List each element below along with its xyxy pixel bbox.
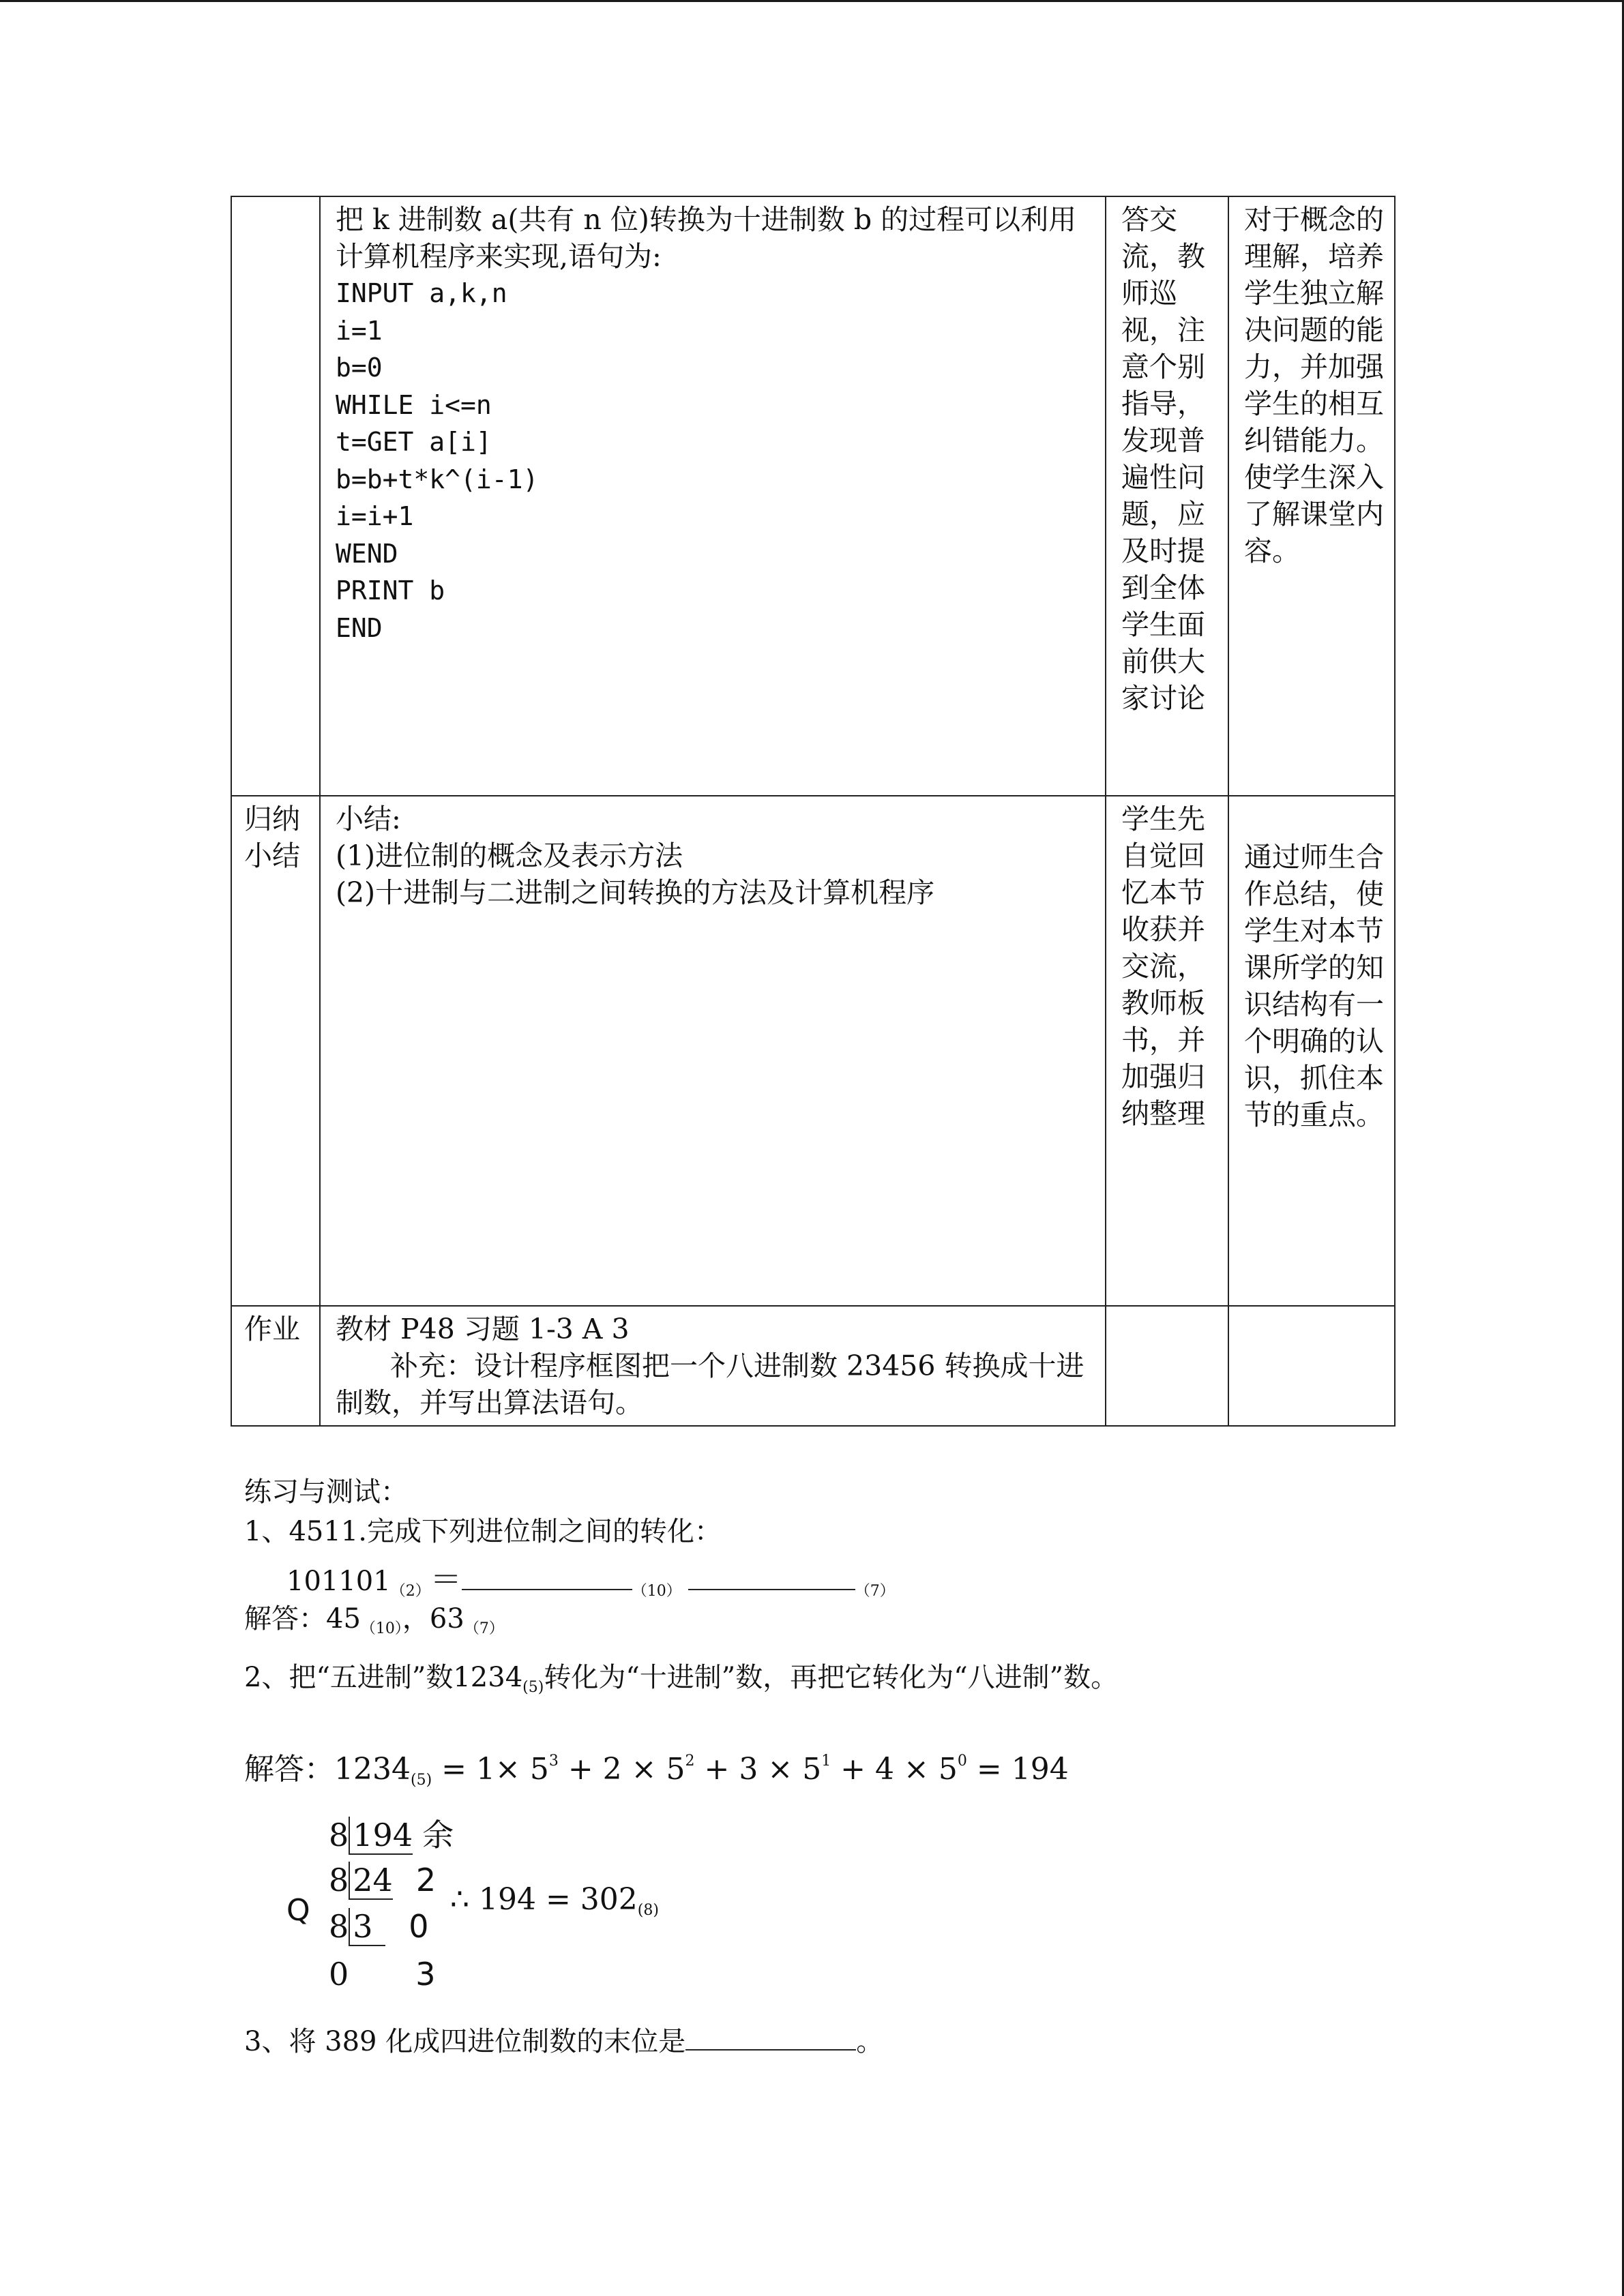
division-row: 8 24 2 bbox=[329, 1862, 437, 1898]
activity-cell bbox=[1106, 1306, 1228, 1426]
top-border bbox=[0, 0, 1624, 2]
summary-line: (2)十进制与二进制之间转换的方法及计算机程序 bbox=[336, 876, 935, 909]
q-symbol: Q bbox=[286, 1893, 310, 1928]
content-cell bbox=[320, 796, 1106, 1306]
division-result: ∴ $194 = 302_{(8)}$ bbox=[450, 1882, 659, 1919]
content-cell bbox=[320, 196, 1106, 796]
row-label: 作业 bbox=[231, 1306, 320, 1426]
summary-line: (1)进位制的概念及表示方法 bbox=[336, 839, 683, 872]
q2-title: 2、把“五进制”数$1234_{(5)}$转化为“十进制”数，再把它转化为“八进制”数。 bbox=[244, 1662, 1119, 1696]
goal-cell bbox=[1228, 1306, 1395, 1426]
code-line: INPUT a,k,n bbox=[336, 278, 507, 308]
homework-line: 教材 P48 习题 1-3 A 3 bbox=[336, 1313, 630, 1345]
code-line: END bbox=[336, 612, 383, 643]
goal-cell: 对于概念的理解，培养学生独立解决问题的能力，并加强学生的相互纠错能力。使学生深入了解课堂内容。 bbox=[1228, 196, 1395, 796]
row-label: 归纳小结 bbox=[231, 796, 320, 1306]
code-line: i=i+1 bbox=[336, 501, 414, 531]
answer-blank[interactable] bbox=[462, 1589, 632, 1590]
summary-line: 小结: bbox=[336, 803, 401, 835]
activity-cell: 答交流，教师巡视，注意个别指导，发现普遍性问题，应及时提到全体学生面前供大家讨论 bbox=[1106, 196, 1228, 796]
division-row: 0 3 bbox=[329, 1956, 436, 1993]
row-label bbox=[231, 196, 320, 796]
table-row bbox=[231, 196, 1395, 796]
division-row: 8 194 余 bbox=[329, 1817, 454, 1853]
answer-blank[interactable] bbox=[688, 1589, 855, 1590]
exercises-heading: 练习与测试： bbox=[244, 1476, 408, 1508]
table-row bbox=[231, 796, 1395, 1306]
table-row bbox=[231, 1306, 1395, 1426]
q2-answer: 解答：$1234_{(5)} = 1\times 5^3 + 2 \times 5^2 + 3 \times 5^1 + 4 \times 5^0 = 194$ bbox=[244, 1752, 1069, 1789]
code-line: b=b+t*k^(i-1) bbox=[336, 464, 539, 494]
q1-answer: 解答：$45_{(10)}$，$63_{(7)}$ bbox=[244, 1603, 504, 1637]
q1-title: 1、4511.完成下列进位制之间的转化： bbox=[244, 1516, 722, 1547]
activity-cell: 学生先自觉回忆本节收获并交流，教师板书，并加强归纳整理 bbox=[1106, 796, 1228, 1306]
goal-cell: 通过师生合作总结，使学生对本节课所学的知识结构有一个明确的认识，抓住本节的重点。 bbox=[1228, 796, 1395, 1306]
q1-problem: $101101_{(2)}= _{(10)}$ $_{(7)}$ bbox=[286, 1561, 895, 1600]
code-line: PRINT b bbox=[336, 576, 445, 606]
answer-blank[interactable] bbox=[685, 2049, 856, 2051]
code-line: b=0 bbox=[336, 353, 383, 383]
code-line: i=1 bbox=[336, 315, 383, 346]
division-row: 8 3 0 bbox=[329, 1908, 429, 1945]
code-line: t=GET a[i] bbox=[336, 427, 492, 457]
lesson-plan-table bbox=[231, 196, 1396, 1427]
code-line: WHILE i<=n bbox=[336, 389, 492, 420]
content-cell bbox=[320, 1306, 1106, 1426]
code-block bbox=[336, 275, 1095, 646]
code-line: WEND bbox=[336, 538, 398, 569]
intro-text: 把 k 进制数 a(共有 n 位)转换为十进制数 b 的过程可以利用计算机程序来实现,语句为: bbox=[336, 203, 1077, 273]
q3-title: 3、将 389 化成四进位制数的末位是 。 bbox=[244, 2026, 884, 2057]
homework-supplement: 补充：设计程序框图把一个八进制数 23456 转换成十进制数，并写出算法语句。 bbox=[336, 1350, 1084, 1419]
